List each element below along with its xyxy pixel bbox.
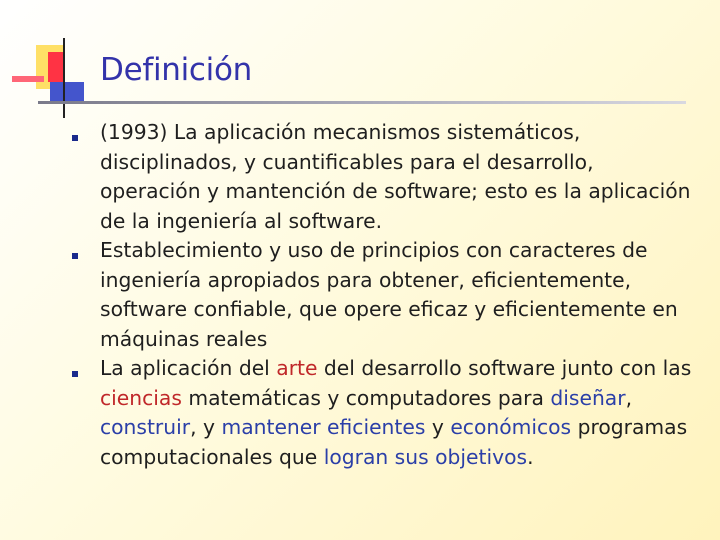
slide-title: Definición <box>100 52 253 88</box>
text-segment: y <box>425 415 451 439</box>
text-segment: . <box>527 444 534 469</box>
bullet-item-3 <box>72 354 697 472</box>
text-segment: matemáticas y computadores para <box>181 385 551 410</box>
text-segment: La aplicación del <box>100 356 277 380</box>
square-bullet-icon <box>72 135 78 141</box>
logo-pink-bar <box>12 76 44 82</box>
text-segment: (1993) La aplicación mecanismos sistemáticos, disciplinados, y cuantificables para el desarrollo, operación y mantención de software; esto es la aplicación de la ingeniería al software. <box>100 120 691 233</box>
text-segment: , <box>625 385 633 410</box>
text-segment: Establecimiento y uso de principios con caracteres de ingeniería apropiados para obtener, eficientemente, software confiable, que opere eficaz y eficientemente en máquinas reales <box>100 238 678 351</box>
text-segment: , y <box>190 415 222 439</box>
title-underline <box>38 101 686 104</box>
bullet-item-1 <box>72 118 697 236</box>
bullet-text <box>100 118 697 236</box>
square-bullet-icon <box>72 371 78 377</box>
highlighted-text-segment: económicos <box>450 415 572 439</box>
highlighted-text-segment: mantener eficientes <box>221 415 426 439</box>
highlighted-text-segment: diseñar <box>550 385 626 410</box>
highlighted-text-segment: arte <box>276 356 318 380</box>
bullet-list <box>72 118 697 472</box>
text-segment: programas computacionales que <box>100 415 688 469</box>
highlighted-text-segment: construir <box>100 415 191 439</box>
text-segment: del desarrollo software junto con las <box>317 356 692 380</box>
bullet-text <box>100 354 697 472</box>
bullet-text <box>100 236 697 354</box>
square-bullet-icon <box>72 253 78 259</box>
logo-red-block <box>48 52 64 82</box>
highlighted-text-segment: logran sus objetivos <box>323 444 528 469</box>
highlighted-text-segment: ciencias <box>100 385 182 410</box>
bullet-item-2 <box>72 236 697 354</box>
